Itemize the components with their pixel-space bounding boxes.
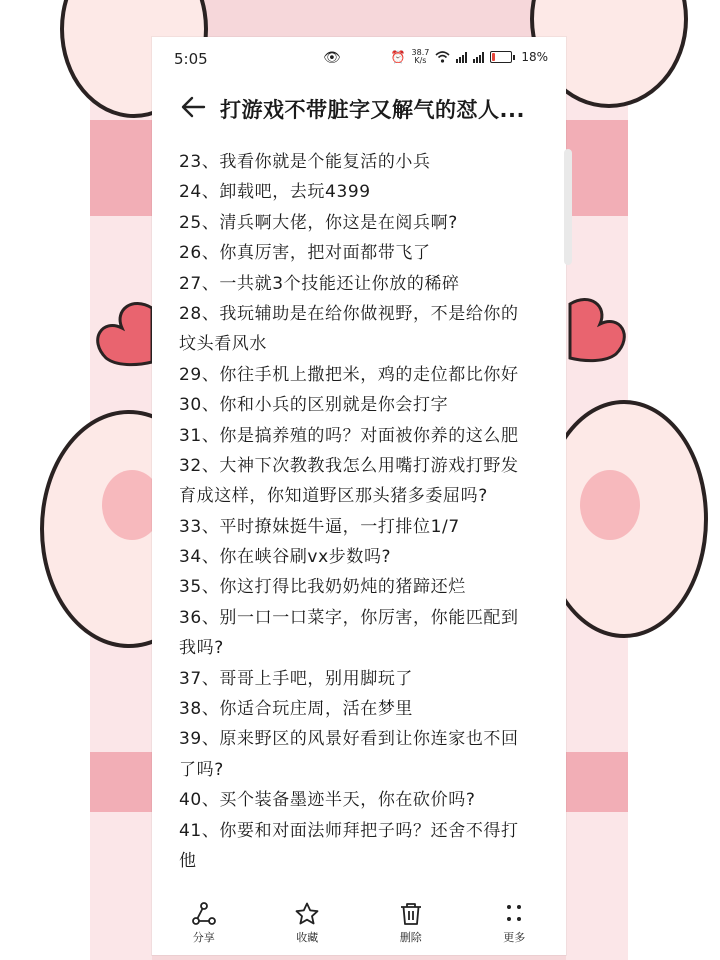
text-line: 32、大神下次教教我怎么用嘴打游戏打野发 — [179, 455, 519, 476]
trash-icon — [398, 901, 424, 927]
text-line: 28、我玩辅助是在给你做视野，不是给你的 — [179, 303, 519, 324]
wallpaper-pink-block — [90, 752, 152, 812]
text-line: 23、我看你就是个能复活的小兵 — [179, 152, 431, 172]
delete-button[interactable] — [371, 887, 451, 945]
status-time: 5:05 — [174, 50, 208, 68]
title-bar — [152, 81, 566, 137]
more-dots-icon — [501, 901, 527, 927]
text-line: 他 — [179, 850, 197, 871]
text-line: 29、你往手机上撒把米，鸡的走位都比你好 — [179, 364, 519, 385]
favorite-button[interactable] — [267, 887, 347, 945]
phone-screen — [152, 37, 566, 955]
back-arrow-icon[interactable] — [178, 91, 210, 123]
wifi-icon — [435, 51, 450, 63]
text-line: 39、原来野区的风景好看到让你连家也不回 — [179, 729, 519, 750]
page-title: 打游戏不带脏字又解气的怼人... — [220, 98, 525, 122]
more-button[interactable] — [474, 887, 554, 945]
text-line: 24、卸载吧，去玩4399 — [179, 182, 371, 203]
cartoon-blush — [580, 470, 640, 540]
scrollbar[interactable] — [564, 149, 572, 265]
heart-icon — [568, 296, 630, 366]
text-line: 了吗? — [179, 759, 224, 780]
text-line: 34、你在峡谷刷vx步数吗? — [179, 547, 392, 568]
alarm-icon: ⏰ — [390, 50, 406, 64]
text-line: 40、买个装备墨迹半天，你在砍价吗? — [179, 790, 476, 811]
status-indicators — [391, 49, 548, 65]
text-line: 31、你是搞养殖的吗？对面被你养的这么肥 — [179, 425, 519, 446]
text-line: 25、清兵啊大佬，你这是在阅兵啊? — [179, 212, 458, 233]
share-button[interactable] — [164, 887, 244, 945]
signal-icon — [456, 52, 467, 63]
text-line: 35、你这打得比我奶奶炖的猪蹄还烂 — [179, 577, 466, 598]
text-line: 坟头看风水 — [179, 334, 267, 355]
note-content — [179, 147, 549, 876]
star-icon — [294, 901, 320, 927]
text-line: 41、你要和对面法师拜把子吗？还舍不得打 — [179, 820, 519, 841]
eye-icon: 👁 — [323, 50, 341, 66]
bottom-toolbar — [152, 887, 566, 955]
text-line: 37、哥哥上手吧，别用脚玩了 — [179, 668, 414, 689]
network-speed-unit: K/s — [414, 56, 427, 65]
favorite-label: 收藏 — [296, 931, 319, 944]
text-line: 我吗? — [179, 638, 224, 659]
share-icon — [191, 901, 217, 927]
battery-level — [492, 53, 495, 61]
text-line: 33、平时撩妹挺牛逼，一打排位1/7 — [179, 516, 460, 537]
text-line: 27、一共就3个技能还让你放的稀碎 — [179, 273, 460, 294]
wallpaper-pink-block — [90, 120, 152, 216]
network-speed — [412, 49, 430, 65]
battery-percent: 18% — [521, 50, 548, 64]
delete-label: 删除 — [399, 931, 422, 944]
status-bar — [152, 37, 566, 81]
text-line: 育成这样，你知道野区那头猪多委屈吗? — [179, 486, 488, 507]
text-line: 26、你真厉害，把对面都带飞了 — [179, 243, 431, 264]
wallpaper-pink-block — [566, 120, 628, 216]
battery-cap — [513, 55, 515, 60]
heart-icon — [92, 300, 154, 370]
battery-icon — [490, 51, 512, 63]
signal-icon — [473, 52, 484, 63]
share-label: 分享 — [192, 931, 215, 944]
more-label: 更多 — [503, 931, 526, 944]
network-speed-value: 38.7 — [411, 48, 430, 57]
text-line: 30、你和小兵的区别就是你会打字 — [179, 395, 449, 416]
text-line: 36、别一口一口菜字，你厉害，你能匹配到 — [179, 607, 519, 628]
text-line: 38、你适合玩庄周，活在梦里 — [179, 699, 414, 720]
wallpaper-pink-block — [566, 752, 628, 812]
